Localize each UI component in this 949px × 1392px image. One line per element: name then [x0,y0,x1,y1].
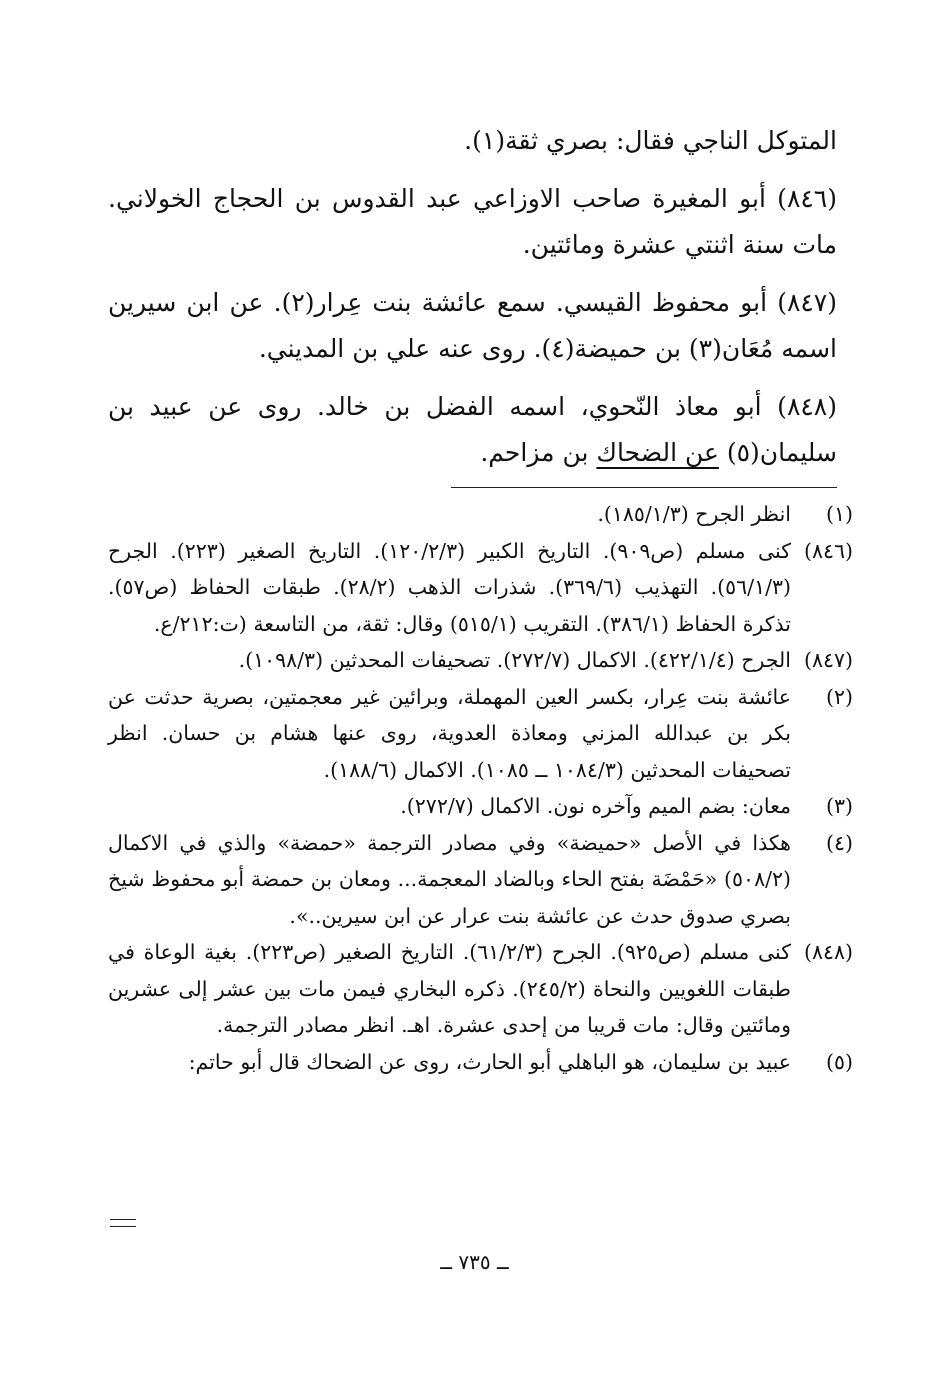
footnote-number: (٤) [825,830,853,855]
paragraph-848 [108,384,837,476]
footnote-1 [108,496,853,533]
main-text [108,118,837,476]
footnote-5 [108,1044,853,1081]
footnote-number: (٨٤٦) [803,538,853,563]
footnote-number: (٨٤٧) [803,648,853,672]
footnote-2 [108,679,853,789]
footnote-separator [451,487,837,488]
paragraph-847: (٨٤٧) أبو محفوظ القيسي. سمع عائشة بنت عِرار(٢). عن ابن سيرين اسمه مُعَان(٣) بن حميضة(٤). روى عنه علي بن المديني. [108,288,838,363]
paragraph-848-part-a: (٨٤٨) أبو معاذ النّحوي، اسمه الفضل بن خالد. روى عن عبيد بن سليمان(٥) [108,392,837,467]
footnote-number: (٣) [825,794,853,818]
footnote-number: (٨٤٨) [803,940,853,964]
footnote-848 [108,934,853,1044]
footnote-number: (٢) [825,684,853,709]
paragraph-intro: المتوكل الناجي فقال: بصري ثقة(١). [464,126,837,155]
footnote-text: هكذا في الأصل «حميضة» وفي مصادر الترجمة «حمضة» والذي في الاكمال (٥٠٨/٢) «حَمْضَة بفتح الحاء وبالضاد المعجمة... ومعان بن حمضة أبو محفوظ شيخ بصري صدوق حدث عن عائشة بنت عرار عن ابن سيرين..». [108,830,791,928]
footnote-4 [108,825,853,935]
footnote-number: (٥) [825,1049,853,1074]
footnote-text: معان: بضم الميم وآخره نون. الاكمال (٢٧٢/٧). [400,794,791,818]
footnotes [108,496,853,1080]
footnote-3 [108,788,853,825]
footnote-text: انظر الجرح (١٨٥/١/٣). [597,502,791,526]
footnote-text: الجرح (٤٢٢/١/٤). الاكمال (٢٧٢/٧). تصحيفات المحدثين (١٠٩٨/٣). [238,648,791,672]
footnote-text: كنى مسلم (ص٩٠٩). التاريخ الكبير (١٢٠/٢/٣). التاريخ الصغير (٢٢٣). الجرح (٥٦/١/٣). التهذيب (٣٦٩/٦). شذرات الذهب (٢٨/٢). طبقات الحفاظ (ص٥٧). تذكرة الحفاظ (٣٨٦/١). التقريب (٥١٥/١) وقال: ثقة، من التاسعة (ت:٢١٢/ع. [108,538,791,636]
paragraph-848-part-b: بن مزاحم. [480,438,597,467]
continuation-mark [110,1219,136,1227]
footnote-text: عبيد بن سليمان، هو الباهلي أبو الحارث، روى عن الضحاك قال أبو حاتم: [188,1049,791,1074]
paragraph-846: (٨٤٦) أبو المغيرة صاحب الاوزاعي عبد القدوس بن الحجاج الخولاني. مات سنة اثنتي عشرة ومائتين. [108,184,837,259]
footnote-text: كنى مسلم (ص٩٢٥). الجرح (٦١/٢/٣). التاريخ الصغير (ص٢٢٣). بغية الوعاة في طبقات اللغويين والنحاة (٢٤٥/٢). ذكره البخاري فيمن مات بين عشر إلى عشرين ومائتين وقال: مات قريبا من إحدى عشرة. اهـ. انظر مصادر الترجمة. [108,940,791,1037]
footnote-text: عائشة بنت عِرار، بكسر العين المهملة، وبرائين غير معجمتين، بصرية حدثت عن بكر بن عبدالله المزني ومعاذة العدوية، روى عنها هشام بن حسان. انظر تصحيفات المحدثين (١٠٨٤/٣ ــ ١٠٨٥). الاكمال (١٨٨/٦). [108,684,791,782]
footnote-846 [108,533,853,643]
paragraph-848-underlined: عن الضحاك [596,438,719,467]
page-number: ــ ٧٣٥ ــ [440,1250,509,1274]
footnote-847 [108,642,853,679]
footnote-number: (١) [825,502,853,526]
